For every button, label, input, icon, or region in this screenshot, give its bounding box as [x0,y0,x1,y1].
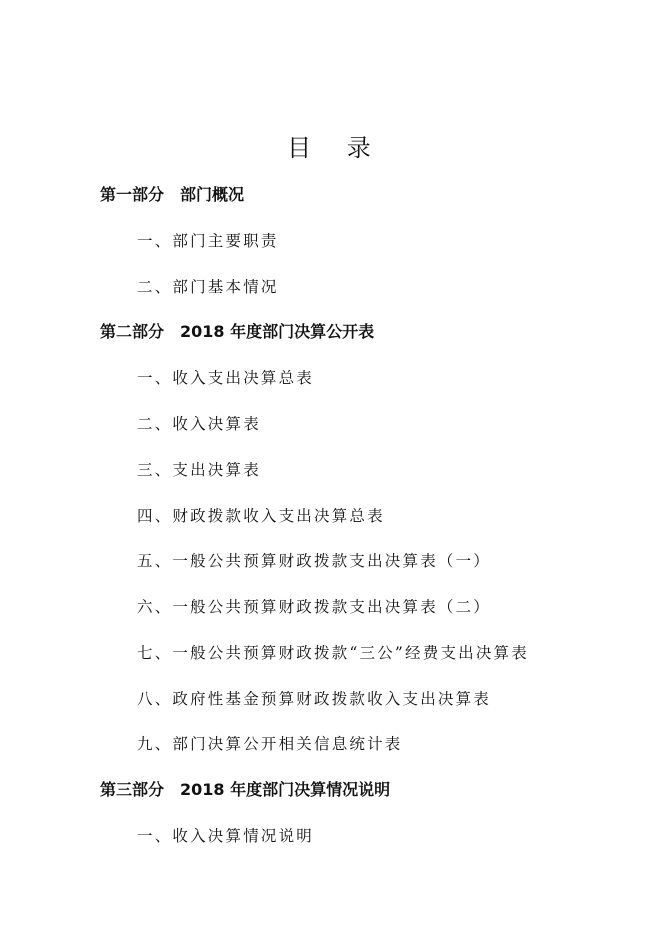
part-2-heading [100,322,374,342]
toc-item: 二、收入决算表 [137,415,261,433]
toc-item: 三、支出决算表 [137,461,261,479]
toc-item: 二、部门基本情况 [137,278,279,296]
part-1-name: 部门概况 [180,185,245,204]
toc-item: 六、一般公共预算财政拨款支出决算表（二） [137,598,492,616]
toc-item: 一、收入决算情况说明 [137,827,315,845]
part-1-number: 第一部分 [100,185,165,204]
toc-item: 四、财政拨款收入支出决算总表 [137,507,385,525]
toc-item: 八、政府性基金预算财政拨款收入支出决算表 [137,690,492,708]
toc-item: 五、一般公共预算财政拨款支出决算表（一） [137,552,492,570]
part-3-number: 第三部分 [100,780,165,799]
toc-item: 七、一般公共预算财政拨款“三公”经费支出决算表 [137,644,529,662]
toc-item: 一、收入支出决算总表 [137,369,315,387]
toc-item: 九、部门决算公开相关信息统计表 [137,735,403,753]
toc-title: 目 录 [287,134,385,162]
part-2-number: 第二部分 [100,322,165,341]
part-3-heading [100,780,390,800]
part-1-heading [100,185,244,205]
toc-item: 一、部门主要职责 [137,232,279,250]
part-2-name: 2018 年度部门决算公开表 [180,322,375,341]
part-3-name: 2018 年度部门决算情况说明 [180,780,391,799]
